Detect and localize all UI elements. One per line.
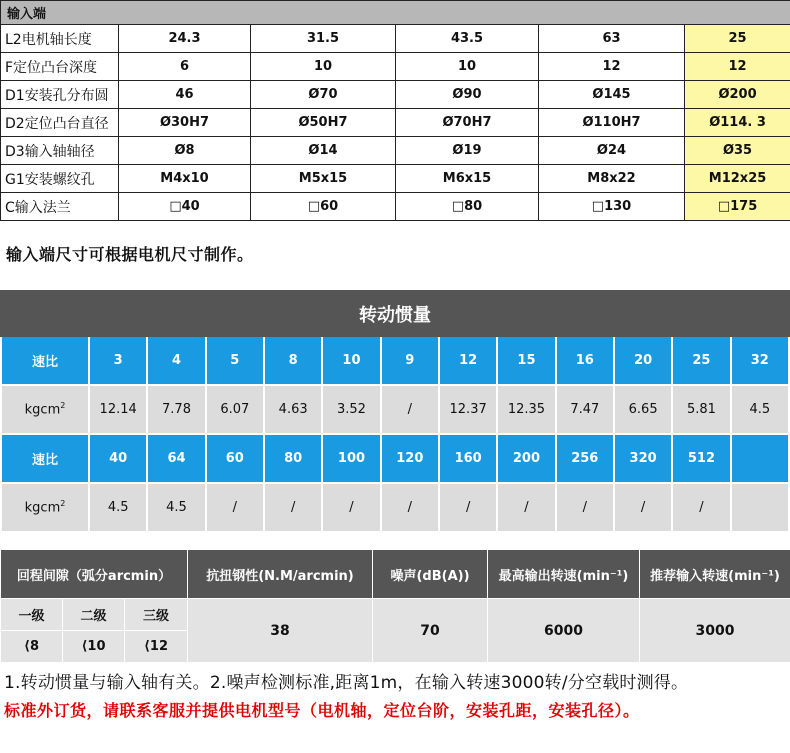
- table-cell: Ø90: [396, 81, 539, 109]
- table-cell: Ø110H7: [539, 109, 685, 137]
- table-cell: 43.5: [396, 25, 539, 53]
- highlighted-cell: Ø200: [685, 81, 790, 109]
- footnote-text: 1.转动惯量与输入轴有关。2.噪声检测标准,距离1m，在输入转速3000转/分空载时测得。: [4, 673, 689, 693]
- table-cell: Ø14: [251, 137, 396, 165]
- ratio-cell: 9: [382, 337, 438, 384]
- table-cell: □40: [119, 193, 251, 221]
- table-row: [1, 81, 790, 109]
- unit-label: [2, 484, 88, 531]
- inertia-cell: 7.47: [557, 386, 613, 433]
- ratio-cell: 512: [673, 435, 729, 482]
- inertia-cell: /: [382, 386, 438, 433]
- unit-superscript: 2: [60, 401, 66, 411]
- ratio-cell: 20: [615, 337, 671, 384]
- table-cell: □130: [539, 193, 685, 221]
- backlash-value: ⟨10: [63, 631, 124, 662]
- inertia-cell: 6.65: [615, 386, 671, 433]
- table-cell: □80: [396, 193, 539, 221]
- highlighted-cell: 12: [685, 53, 790, 81]
- highlighted-cell: M12x25: [685, 165, 790, 193]
- custom-order-note: 标准外订货，请联系客服并提供电机型号（电机轴，定位台阶，安装孔距，安装孔径）。: [4, 701, 640, 720]
- inertia-cell: /: [207, 484, 263, 531]
- ratio-cell: 5: [207, 337, 263, 384]
- row-label: D2定位凸台直径: [1, 109, 119, 137]
- ratio-cell: 40: [90, 435, 146, 482]
- table-cell: Ø70H7: [396, 109, 539, 137]
- table-cell: M4x10: [119, 165, 251, 193]
- ratio-cell: 25: [673, 337, 729, 384]
- table-cell: 12: [539, 53, 685, 81]
- input-size-note: 输入端尺寸可根据电机尺寸制作。: [6, 245, 254, 264]
- inertia-cell: 4.63: [265, 386, 321, 433]
- highlighted-cell: Ø114. 3: [685, 109, 790, 137]
- inertia-cell: [732, 484, 788, 531]
- performance-header-row: [1, 550, 790, 598]
- ratio-cell: 4: [148, 337, 204, 384]
- ratio-label: 速比: [2, 435, 88, 482]
- table-row: [1, 53, 790, 81]
- inertia-cell: /: [498, 484, 554, 531]
- inertia-cell: 4.5: [90, 484, 146, 531]
- highlighted-cell: □175: [685, 193, 790, 221]
- table-cell: M5x15: [251, 165, 396, 193]
- ratio-cell: 15: [498, 337, 554, 384]
- row-label: F定位凸台深度: [1, 53, 119, 81]
- table-cell: 63: [539, 25, 685, 53]
- rated-speed-header: 推荐输入转速(min⁻¹): [640, 550, 790, 598]
- row-label: L2电机轴长度: [1, 25, 119, 53]
- backlash-header: 回程间隙（弧分arcmin）: [1, 550, 187, 598]
- ratio-cell: [732, 435, 788, 482]
- inertia-cell: /: [382, 484, 438, 531]
- highlighted-cell: Ø35: [685, 137, 790, 165]
- table-cell: 10: [251, 53, 396, 81]
- ratio-cell: 256: [557, 435, 613, 482]
- unit-text: kgcm: [24, 500, 61, 516]
- ratio-cell: 200: [498, 435, 554, 482]
- inertia-cell: 4.5: [732, 386, 788, 433]
- inertia-table: [0, 337, 790, 531]
- table-cell: Ø30H7: [119, 109, 251, 137]
- noise-header: 噪声(dB(A)): [373, 550, 487, 598]
- inertia-cell: 5.81: [673, 386, 729, 433]
- input-table-title-row: [1, 1, 790, 25]
- table-cell: Ø145: [539, 81, 685, 109]
- ratio-cell: 320: [615, 435, 671, 482]
- inertia-cell: 7.78: [148, 386, 204, 433]
- highlighted-cell: 25: [685, 25, 790, 53]
- table-cell: Ø8: [119, 137, 251, 165]
- backlash-value: ⟨12: [125, 631, 187, 662]
- table-row: [1, 193, 790, 221]
- inertia-cell: /: [673, 484, 729, 531]
- inertia-value-row: [2, 386, 788, 433]
- row-label: C输入法兰: [1, 193, 119, 221]
- stiffness-header: 抗扭钢性(N.M/arcmin): [188, 550, 372, 598]
- inertia-cell: 12.35: [498, 386, 554, 433]
- table-cell: 46: [119, 81, 251, 109]
- stage-label: 一级: [1, 599, 62, 630]
- inertia-cell: 6.07: [207, 386, 263, 433]
- table-row: [1, 109, 790, 137]
- input-table-title: 输入端: [1, 1, 790, 25]
- inertia-cell: 3.52: [323, 386, 379, 433]
- table-cell: 10: [396, 53, 539, 81]
- row-label: D1安装孔分布圆: [1, 81, 119, 109]
- unit-superscript: 2: [60, 499, 66, 509]
- table-row: [1, 25, 790, 53]
- ratio-cell: 32: [732, 337, 788, 384]
- inertia-cell: /: [557, 484, 613, 531]
- stiffness-value: 38: [188, 599, 372, 662]
- ratio-cell: 120: [382, 435, 438, 482]
- stage-label: 二级: [63, 599, 124, 630]
- inertia-value-row: [2, 484, 788, 531]
- table-cell: Ø19: [396, 137, 539, 165]
- ratio-row: [2, 337, 788, 384]
- table-cell: 6: [119, 53, 251, 81]
- unit-label: [2, 386, 88, 433]
- ratio-cell: 8: [265, 337, 321, 384]
- inertia-cell: /: [323, 484, 379, 531]
- stage-label: 三级: [125, 599, 187, 630]
- inertia-cell: /: [265, 484, 321, 531]
- ratio-cell: 80: [265, 435, 321, 482]
- inertia-title: 转动惯量: [0, 290, 790, 337]
- inertia-cell: 4.5: [148, 484, 204, 531]
- rated-speed-value: 3000: [640, 599, 790, 662]
- ratio-label: 速比: [2, 337, 88, 384]
- stage-row: [1, 599, 790, 630]
- ratio-row: [2, 435, 788, 482]
- noise-value: 70: [373, 599, 487, 662]
- ratio-cell: 64: [148, 435, 204, 482]
- ratio-cell: 10: [323, 337, 379, 384]
- table-cell: 24.3: [119, 25, 251, 53]
- table-cell: Ø70: [251, 81, 396, 109]
- inertia-cell: 12.14: [90, 386, 146, 433]
- row-label: D3输入轴轴径: [1, 137, 119, 165]
- table-cell: Ø24: [539, 137, 685, 165]
- ratio-cell: 160: [440, 435, 496, 482]
- table-row: [1, 137, 790, 165]
- backlash-value: ⟨8: [1, 631, 62, 662]
- unit-text: kgcm: [24, 402, 61, 418]
- table-cell: Ø50H7: [251, 109, 396, 137]
- performance-table: [0, 549, 790, 663]
- ratio-cell: 16: [557, 337, 613, 384]
- max-speed-value: 6000: [488, 599, 639, 662]
- ratio-cell: 100: [323, 435, 379, 482]
- table-cell: M8x22: [539, 165, 685, 193]
- max-speed-header: 最高输出转速(min⁻¹): [488, 550, 639, 598]
- inertia-cell: /: [615, 484, 671, 531]
- ratio-cell: 12: [440, 337, 496, 384]
- ratio-cell: 3: [90, 337, 146, 384]
- ratio-cell: 60: [207, 435, 263, 482]
- inertia-cell: 12.37: [440, 386, 496, 433]
- row-label: G1安装螺纹孔: [1, 165, 119, 193]
- inertia-cell: /: [440, 484, 496, 531]
- table-cell: M6x15: [396, 165, 539, 193]
- table-cell: □60: [251, 193, 396, 221]
- table-cell: 31.5: [251, 25, 396, 53]
- input-dimensions-table: [0, 0, 790, 221]
- table-row: [1, 165, 790, 193]
